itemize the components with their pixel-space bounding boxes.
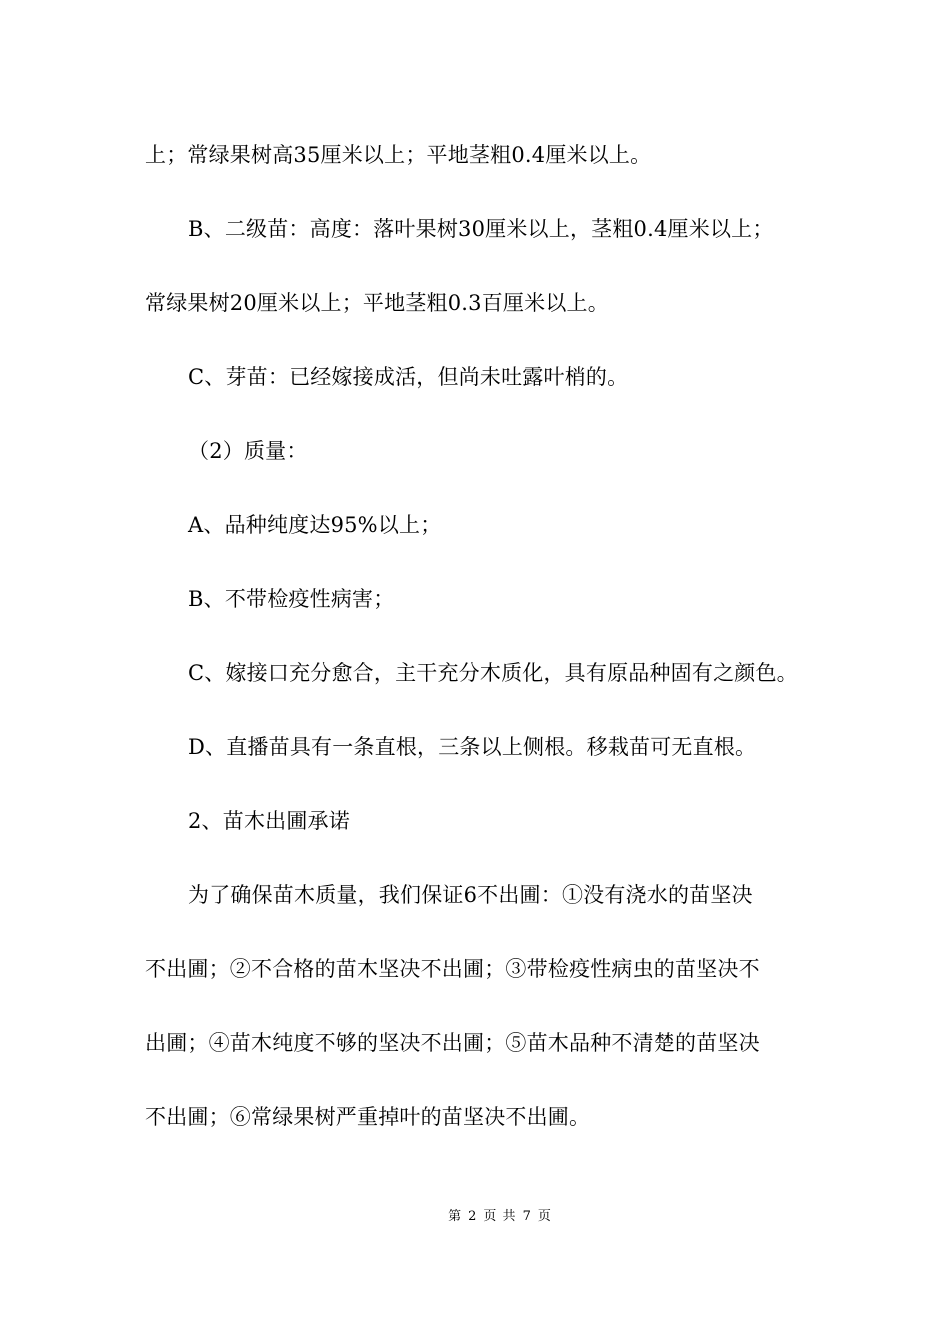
section-heading-quality: （2）质量： [188, 439, 308, 463]
paragraph-line-2: B、二级苗：高度：落叶果树30厘米以上，茎粗0.4厘米以上； [188, 217, 774, 241]
section-heading-nursery-promise: 2、苗木出圃承诺 [188, 809, 350, 833]
paragraph-line-7: B、不带检疫性病害； [188, 587, 395, 611]
paragraph-line-12: 不出圃；②不合格的苗木坚决不出圃；③带检疫性病虫的苗坚决不 [145, 957, 760, 981]
footer-prefix: 第 [448, 1209, 463, 1224]
footer-current-page: 2 [468, 1209, 478, 1224]
paragraph-line-6: A、品种纯度达95%以上； [188, 513, 442, 537]
footer-suffix: 页 [537, 1209, 552, 1224]
paragraph-line-8: C、嫁接口充分愈合，主干充分木质化，具有原品种固有之颜色。 [188, 661, 798, 685]
paragraph-line-9: D、直播苗具有一条直根，三条以上侧根。移栽苗可无直根。 [188, 735, 757, 759]
footer-total-pages: 7 [522, 1209, 532, 1224]
paragraph-line-14: 不出圃；⑥常绿果树严重掉叶的苗坚决不出圃。 [145, 1105, 591, 1129]
paragraph-line-4: C、芽苗：已经嫁接成活，但尚未吐露叶梢的。 [188, 365, 629, 389]
paragraph-line-13: 出圃；④苗木纯度不够的坚决不出圃；⑤苗木品种不清楚的苗坚决 [145, 1031, 760, 1055]
paragraph-line-1: 上；常绿果树高35厘米以上；平地茎粗0.4厘米以上。 [145, 143, 652, 167]
paragraph-line-3: 常绿果树20厘米以上；平地茎粗0.3百厘米以上。 [145, 291, 609, 315]
paragraph-line-11: 为了确保苗木质量，我们保证6不出圃：①没有浇水的苗坚决 [188, 883, 753, 907]
footer-middle: 页 共 [483, 1209, 517, 1224]
page-footer [0, 1208, 950, 1226]
